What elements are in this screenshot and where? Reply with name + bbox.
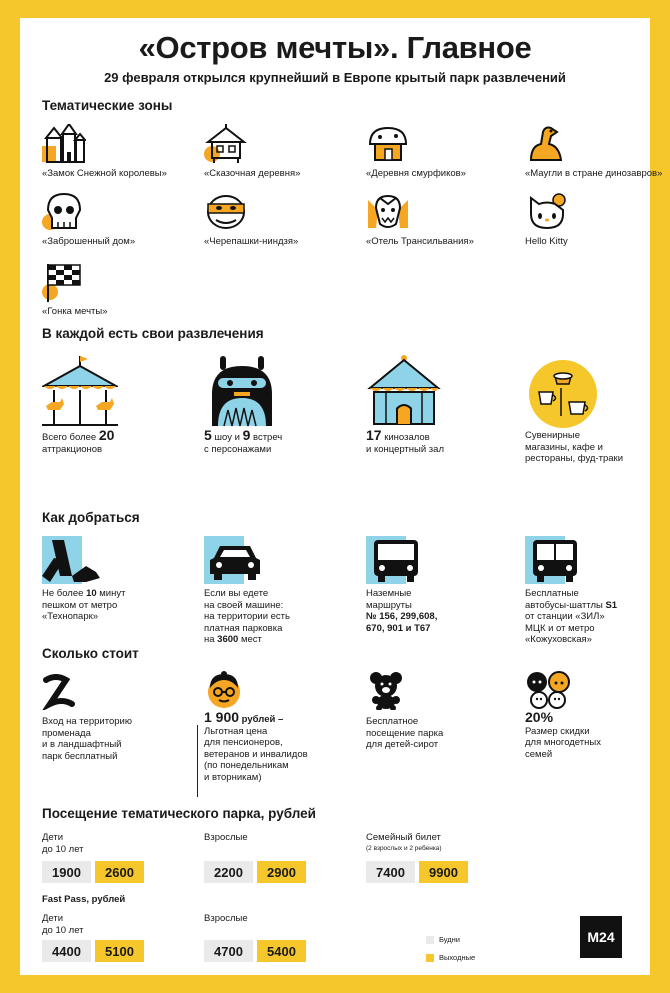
car-icon [204,536,266,584]
price-adults-boxes [204,861,306,883]
price-adults-label: Взрослые [204,832,248,843]
page-title: «Остров мечты». Главное [138,30,532,65]
zone-label: «Черепашки-ниндзя» [204,236,299,247]
legend-weekend: Выходные [426,953,475,962]
ninja-turtle-icon [204,192,248,232]
zone-label: «Замок Снежной королевы» [42,168,167,179]
mushroom-house-icon [366,124,410,164]
hut-icon [204,124,248,164]
zone-mowgli-dinos [525,124,665,180]
price-weekday: 4400 [42,940,91,962]
walking-legs-icon [42,536,104,584]
section-prices-title: Посещение тематического парка, рублей [42,806,316,821]
legend-weekday: Будни [426,935,460,944]
fastpass-kids-boxes [42,940,144,962]
pensioners-text: 1 900 рублей – Льготная цена для пенсионеров, ветеранов и инвалидов (по понедельникам и вторникам) [204,709,308,783]
legend-swatch [426,954,434,962]
price-family-label: Семейный билет (2 взрослых и 2 ребенка) [366,832,442,852]
price-weekday: 4700 [204,940,253,962]
zone-snow-queen [42,124,182,180]
shows-text: 5 шоу и 9 встреч с персонажами [204,427,283,455]
cinema-text: 17 кинозалов и концертный зал [366,427,444,455]
price-weekend: 9900 [419,861,468,883]
fun-shows [204,354,344,455]
checkered-flag-icon [42,262,86,302]
section-fun-title: В каждой есть свои развлечения [42,326,264,341]
dinosaur-icon [525,124,569,164]
price-weekday: 2200 [204,861,253,883]
skull-icon [42,192,86,232]
kitty-icon [525,192,569,232]
infographic [20,18,663,975]
price-weekend: 2600 [95,861,144,883]
castle-icon [42,124,86,164]
discount-value: 20% [525,709,554,725]
divider [197,725,198,797]
section-cost-title: Сколько стоит [42,646,139,661]
zone-hello-kitty [525,192,665,248]
legend-swatch [426,936,434,944]
price-weekday: 1900 [42,861,91,883]
zone-hotel-transylvania [366,192,506,248]
cafe-cups-icon [525,354,601,428]
walk-text: Не более 10 минут пешком от метро «Технопарк» [42,588,126,622]
fastpass-adults-label: Взрослые [204,913,248,924]
price-weekend: 5100 [95,940,144,962]
cost-pensioners [204,670,344,783]
route-car [204,536,344,646]
car-text: Если вы едете на своей машине: на территории есть платная парковка на 3600 мест [204,588,290,645]
bus-icon [366,536,428,584]
zone-label: «Заброшенный дом» [42,236,136,247]
m24-logo: M24 [580,916,622,958]
character-mascot-icon [204,354,280,428]
teddy-bear-icon [366,670,406,710]
price-weekend: 2900 [257,861,306,883]
fastpass-title: Fast Pass, рублей [42,894,126,905]
fastpass-kids-label: Дети до 10 лет [42,913,84,936]
bus-text: Наземные маршруты № 156, 299,608, 670, 901 и Т67 [366,588,438,634]
fastpass-adults-boxes [204,940,306,962]
carousel-icon [42,354,118,428]
free-entry-text: Вход на территорию променада и в ландшафтный парк бесплатный [42,716,132,762]
cost-large-families [525,670,665,760]
page-subtitle: 29 февраля открылся крупнейший в Европе крытый парк развлечений [104,70,566,85]
shuttle-text: Бесплатные автобусы-шаттлы S1 от станции «ЗИЛ» МЦК и от метро «Кожуховская» [525,588,618,645]
attractions-text: Всего более 20 аттракционов [42,427,115,455]
zone-label: «Отель Трансильвания» [366,236,474,247]
zone-dream-race [42,262,182,318]
pensioner-price: 1 900 [204,709,240,725]
grandmother-icon [204,670,244,710]
zone-label: Hello Kitty [525,236,568,247]
zone-label: «Маугли в стране динозавров» [525,168,663,179]
route-walk [42,536,182,623]
shuttle-bus-icon [525,536,587,584]
zone-abandoned-house [42,192,182,248]
orphans-text: Бесплатное посещение парка для детей-сирот [366,716,444,750]
fun-shops [525,354,665,465]
section-zones-title: Тематические зоны [42,98,173,113]
section-route-title: Как добраться [42,510,140,525]
zone-label: «Деревня смурфиков» [366,168,466,179]
fun-attractions [42,354,182,455]
shops-text: Сувенирные магазины, кафе и рестораны, фуд-траки [525,430,623,464]
cost-orphans [366,670,506,751]
families-text: 20% Размер скидки для многодетных семей [525,709,601,760]
price-kids-boxes [42,861,144,883]
family-faces-icon [525,670,571,710]
price-family-boxes [366,861,468,883]
price-weekend: 5400 [257,940,306,962]
price-weekday: 7400 [366,861,415,883]
cost-free-entry [42,674,182,762]
zone-label: «Сказочная деревня» [204,168,301,179]
zone-label: «Гонка мечты» [42,306,108,317]
zone-fairy-village [204,124,344,180]
promenade-icon [42,674,82,710]
route-bus [366,536,506,634]
price-kids-label: Дети до 10 лет [42,832,84,855]
vampire-icon [366,192,410,232]
attractions-count: 20 [98,427,115,443]
zone-smurf-village [366,124,506,180]
circus-tent-icon [366,354,442,428]
zone-ninja-turtles [204,192,344,248]
route-shuttle [525,536,665,646]
fun-cinema [366,354,506,455]
